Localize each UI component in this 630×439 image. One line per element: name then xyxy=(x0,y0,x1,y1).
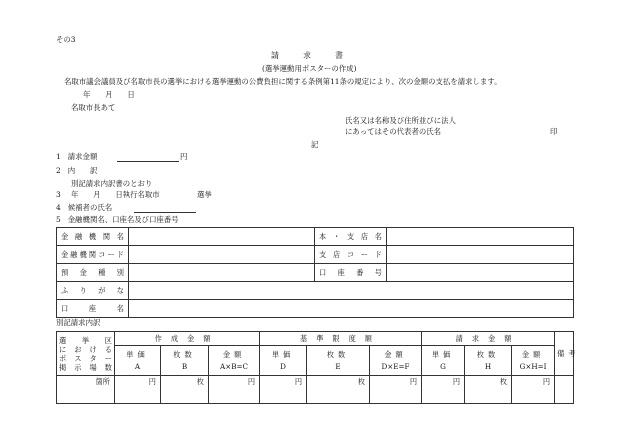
amount-c-field[interactable]: 円 xyxy=(209,376,260,404)
claim-amount-header: 請求金額 xyxy=(422,332,555,346)
item-1-label: 請求金額 xyxy=(67,152,98,161)
item-3-number: 3 xyxy=(56,190,61,199)
count-e-header: 枚数 E xyxy=(307,346,370,376)
branch-code-field[interactable] xyxy=(387,246,574,264)
unit-price-a-header: 単価 A xyxy=(115,346,161,376)
remarks-header: 備考 xyxy=(555,332,574,376)
account-number-label: 口座番号 xyxy=(315,264,387,282)
branch-name-field[interactable] xyxy=(387,228,574,246)
standard-limit-header: 基準限度額 xyxy=(260,332,422,346)
item-3-date: 年 月 日執行名取市 xyxy=(71,190,160,199)
item-5-number: 5 xyxy=(56,215,61,224)
item-3 xyxy=(56,191,61,198)
bank-name-field[interactable] xyxy=(129,228,315,246)
account-name-field[interactable] xyxy=(129,300,574,318)
ki-heading: 記 xyxy=(311,140,319,149)
date-line: 年 月 日 xyxy=(83,90,135,99)
item-2-label: 内 訳 xyxy=(67,166,98,175)
document-subtitle: (選挙運動用ポスターの作成) xyxy=(262,64,357,73)
count-e-field[interactable]: 枚 xyxy=(307,376,370,404)
item-4-number: 4 xyxy=(56,203,61,212)
furigana-label: ふりがな xyxy=(57,282,129,300)
count-b-field[interactable]: 枚 xyxy=(161,376,209,404)
addressee: 名取市長あて xyxy=(71,103,116,112)
deposit-type-label: 預金種別 xyxy=(57,264,129,282)
unit-price-d-field[interactable]: 円 xyxy=(260,376,307,404)
item-3-tail: 選挙 xyxy=(197,190,212,199)
branch-code-label: 支店コード xyxy=(315,246,387,264)
seal-mark: 印 xyxy=(550,127,558,136)
unit-price-a-field[interactable]: 円 xyxy=(115,376,161,404)
remarks-field[interactable] xyxy=(555,376,574,404)
count-b-header: 枚数 B xyxy=(161,346,209,376)
item-2-number: 2 xyxy=(56,166,61,175)
document-title: 請 求 書 xyxy=(271,51,343,60)
count-h-header: 枚数 H xyxy=(465,346,512,376)
unit-price-d-header: 単価 D xyxy=(260,346,307,376)
poster-sites-field[interactable]: 箇所 xyxy=(57,376,115,404)
account-name-label: 口座名 xyxy=(57,300,129,318)
form-number: その3 xyxy=(56,35,76,44)
item-2 xyxy=(56,167,97,174)
amount-i-field[interactable]: 円 xyxy=(512,376,555,404)
bank-code-field[interactable] xyxy=(129,246,315,264)
furigana-field[interactable] xyxy=(129,282,574,300)
item-4-label: 候補者の氏名 xyxy=(67,203,113,212)
account-number-field[interactable] xyxy=(387,264,574,282)
branch-name-label: 本・支店名 xyxy=(315,228,387,246)
creation-amount-header: 作成金額 xyxy=(115,332,260,346)
count-h-field[interactable]: 枚 xyxy=(465,376,512,404)
claim-detail-table xyxy=(56,331,580,404)
detail-heading: 別記請求内訳 xyxy=(56,318,101,327)
item-4 xyxy=(56,204,112,211)
item-5-label: 金融機関名、口座名及び口座番号 xyxy=(67,215,179,224)
bank-name-label: 金融機関名 xyxy=(57,228,129,246)
item-1 xyxy=(56,153,97,160)
amount-i-header: 金額 G×H=I xyxy=(512,346,555,376)
bank-account-table xyxy=(56,227,574,318)
item-5 xyxy=(56,216,179,223)
poster-sites-header: 選挙区 における ポスター 掲示場数 xyxy=(57,332,115,376)
candidate-name-field[interactable] xyxy=(134,204,196,213)
unit-price-g-field[interactable]: 円 xyxy=(422,376,465,404)
claimant-label-line2: にあってはその代表者の氏名 xyxy=(345,127,442,136)
intro-text: 名取市議会議員及び名取市長の選挙における選挙運動の公費負担に関する条例第11条の規定により、次の金額の支払を請求します。 xyxy=(64,77,502,86)
amount-c-header: 金額 A×B=C xyxy=(209,346,260,376)
claim-amount-field[interactable] xyxy=(117,153,179,162)
item-1-number: 1 xyxy=(56,152,61,161)
amount-f-header: 金額 D×E=F xyxy=(370,346,422,376)
item-2-sub: 別記請求内訳書のとおり xyxy=(71,179,153,188)
claimant-label-line1: 氏名又は名称及び住所並びに法人 xyxy=(345,116,456,125)
bank-code-label: 金融機関コード xyxy=(57,246,129,264)
deposit-type-field[interactable] xyxy=(129,264,315,282)
amount-f-field[interactable]: 円 xyxy=(370,376,422,404)
item-1-unit: 円 xyxy=(180,152,188,161)
unit-price-g-header: 単価 G xyxy=(422,346,465,376)
